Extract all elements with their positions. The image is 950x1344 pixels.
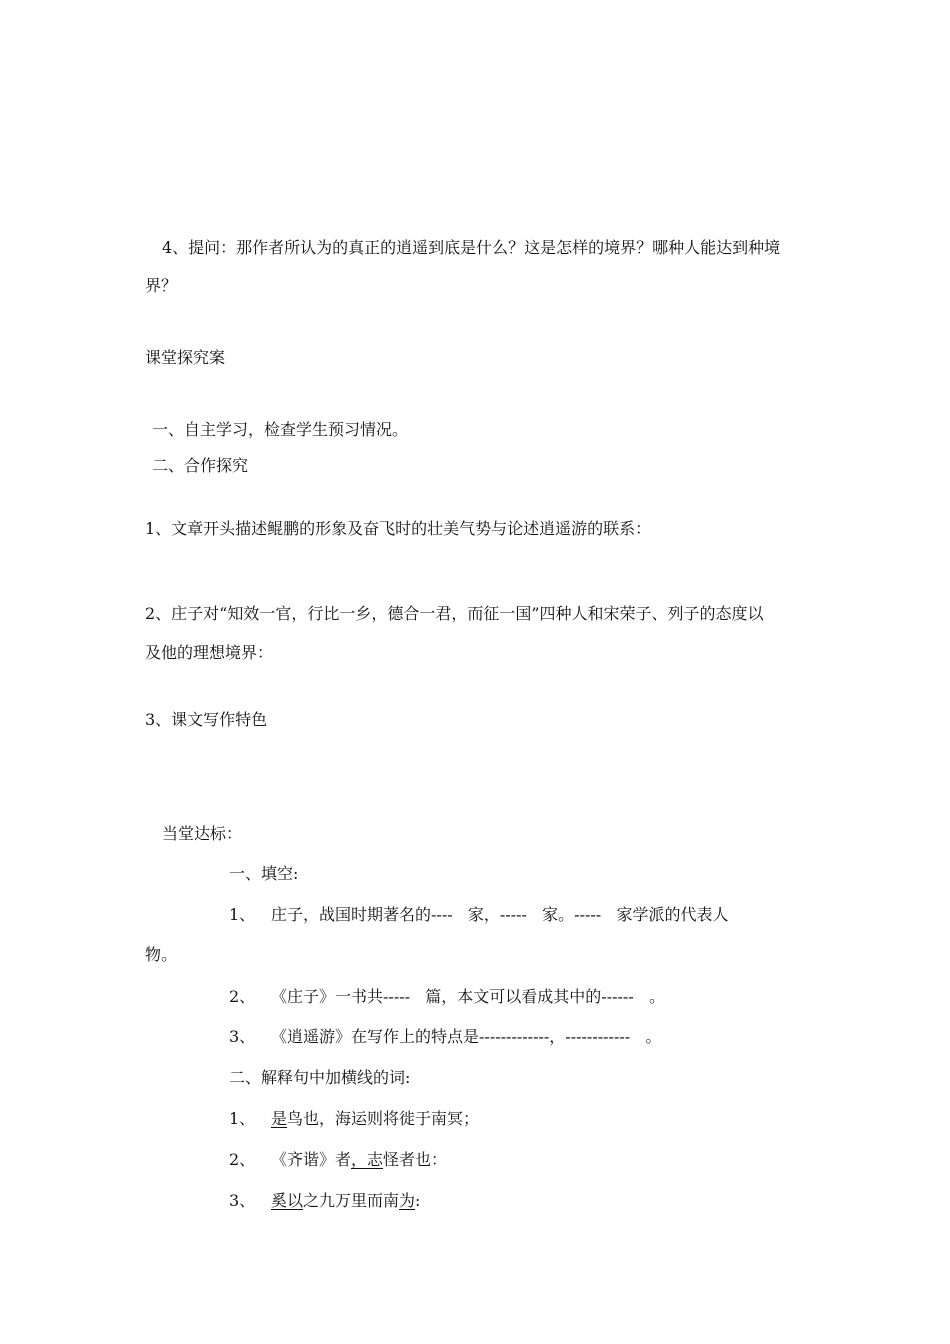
part-2-heading: 二、合作探究 [152,456,249,475]
explain-q2-number: 2、 [229,1150,256,1169]
underlined-word: 志 [367,1150,384,1169]
explain-q3-number: 3、 [229,1191,256,1210]
inquiry-item-2-line1: 2、庄子对“知效一官，行比一乡，德合一君，而征一国”四种人和宋荣子、列子的态度以 [145,604,764,623]
fill-blank-q2-text: 《庄子》一书共----- 篇，本文可以看成其中的------ 。 [271,987,665,1006]
underlined-word: 奚以 [271,1191,304,1210]
fill-blank-q2-number: 2、 [229,987,256,1006]
sentence-text: 《齐谐》者 [271,1150,352,1169]
fill-blank-q1-number: 1、 [229,905,256,924]
fill-blank-q3-number: 3、 [229,1027,256,1046]
inquiry-item-1: 1、文章开头描述鲲鹏的形象及奋飞时的壮美气势与论述逍遥游的联系： [145,519,652,538]
sentence-text: 之九万里而南 [303,1191,400,1210]
sentence-text: 怪者也： [383,1150,448,1169]
explain-q2-sentence [271,1150,447,1170]
fill-blank-heading: 一、填空: [229,864,299,883]
exercise-title: 当堂达标： [162,824,243,843]
sentence-text: 鸟也，海运则将徙于南冥； [287,1109,480,1128]
fill-blank-q3-text: 《逍遥游》在写作上的特点是-------------，------------ 。 [271,1027,662,1046]
inquiry-item-3: 3、课文写作特色 [145,710,268,729]
part-1-heading: 一、自主学习，检查学生预习情况。 [152,420,409,439]
fill-blank-q1-continuation: 物。 [145,945,178,964]
question-4-line1: 4、提问：那作者所认为的真正的逍遥到底是什么？这是怎样的境界？哪种人能达到种境 [162,238,781,257]
explain-q3-sentence [271,1191,420,1211]
explain-q1-sentence [271,1109,479,1129]
explain-q1-number: 1、 [229,1109,256,1128]
underlined-mark: ， [351,1150,368,1169]
sentence-text: : [415,1191,421,1210]
explain-heading: 二、解释句中加横线的词: [229,1068,411,1087]
inquiry-item-2-line2: 及他的理想境界： [145,643,274,662]
question-4-line2: 界？ [145,276,178,295]
underlined-word: 为 [399,1191,416,1210]
underlined-word: 是 [271,1109,288,1128]
section-title: 课堂探究案 [145,348,226,367]
fill-blank-q1-text: 庄子，战国时期著名的---- 家，----- 家。----- 家学派的代表人 [271,905,729,924]
